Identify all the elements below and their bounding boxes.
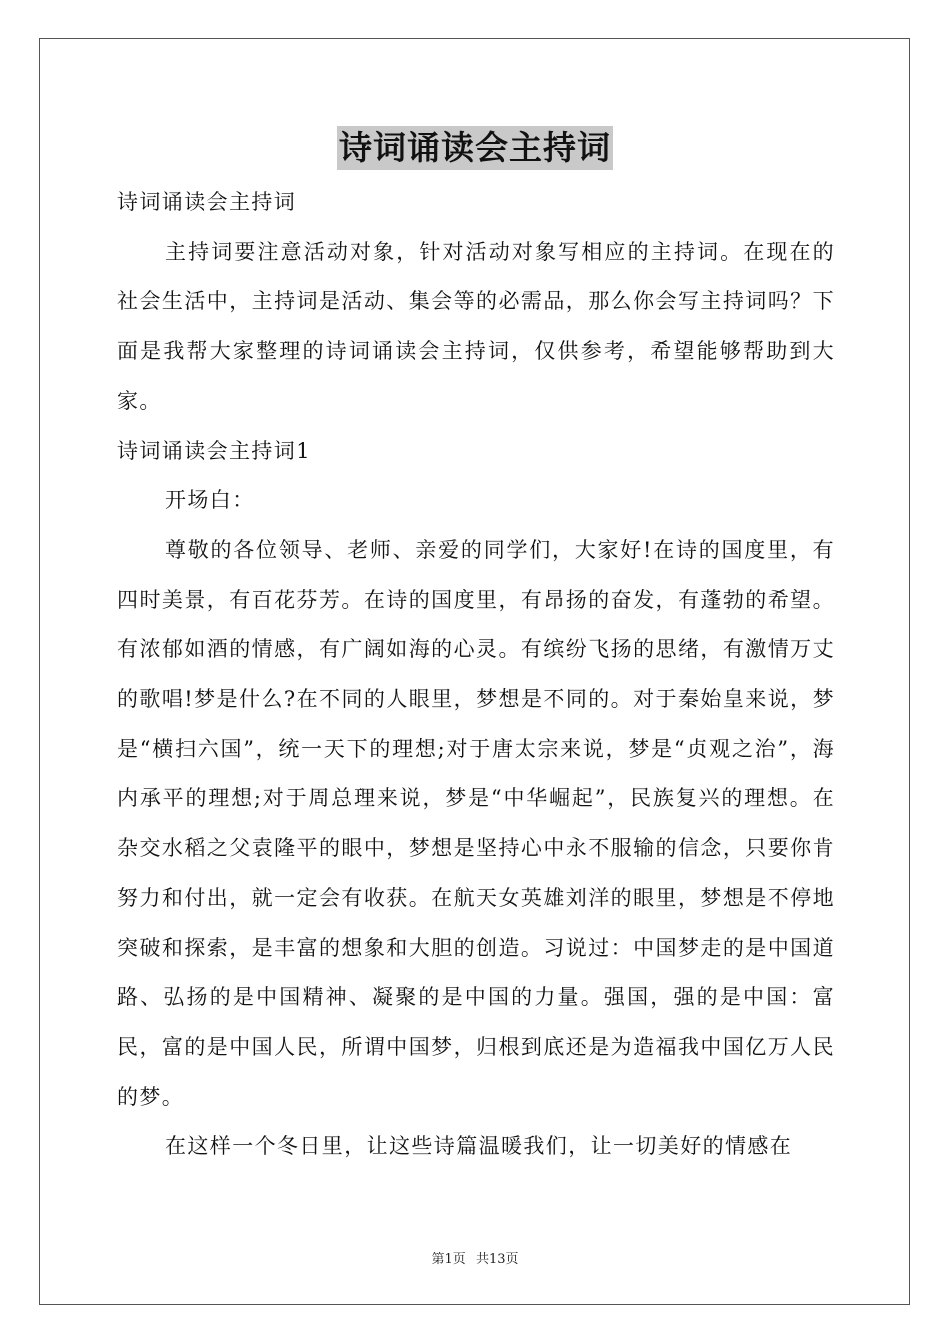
page-number: 第1页 (431, 1252, 466, 1267)
opening-label: 开场白： (165, 488, 255, 513)
document-body (117, 178, 835, 1172)
page-footer (0, 1248, 950, 1267)
closing-paragraph: 在这样一个冬日里，让这些诗篇温暖我们，让一切美好的情感在 (165, 1134, 793, 1159)
intro-paragraph: 主持词要注意活动对象，针对活动对象写相应的主持词。在现在的社会生活中，主持词是活动、集会等的必需品，那么你会写主持词吗？下面是我帮大家整理的诗词诵读会主持词，仅供参考，希望能够帮助到大家。 (117, 239, 835, 413)
document-title: 诗词诵读会主持词 (337, 126, 613, 170)
page-total: 共13页 (475, 1252, 519, 1267)
section-heading: 诗词诵读会主持词1 (117, 438, 311, 463)
title-container (0, 126, 950, 170)
opening-paragraph: 尊敬的各位领导、老师、亲爱的同学们，大家好!在诗的国度里，有四时美景，有百花芬芳。在诗的国度里，有昂扬的奋发，有蓬勃的希望。有浓郁如酒的情感，有广阔如海的心灵。有缤纷飞扬的思绪，有激情万丈的歌唱!梦是什么?在不同的人眼里，梦想是不同的。对于秦始皇来说，梦是“横扫六国”，统一天下的理想;对于唐太宗来说，梦是“贞观之治”，海内承平的理想;对于周总理来说，梦是“中华崛起”，民族复兴的理想。在杂交水稻之父袁隆平的眼中，梦想是坚持心中永不服输的信念，只要你肯努力和付出，就一定会有收获。在航天女英雄刘洋的眼里，梦想是不停地突破和探索，是丰富的想象和大胆的创造。习说过：中国梦走的是中国道路、弘扬的是中国精神、凝聚的是中国的力量。强国，强的是中国：富民，富的是中国人民，所谓中国梦，归根到底还是为造福我中国亿万人民的梦。 (117, 537, 835, 1109)
subtitle-paragraph: 诗词诵读会主持词 (117, 190, 297, 214)
